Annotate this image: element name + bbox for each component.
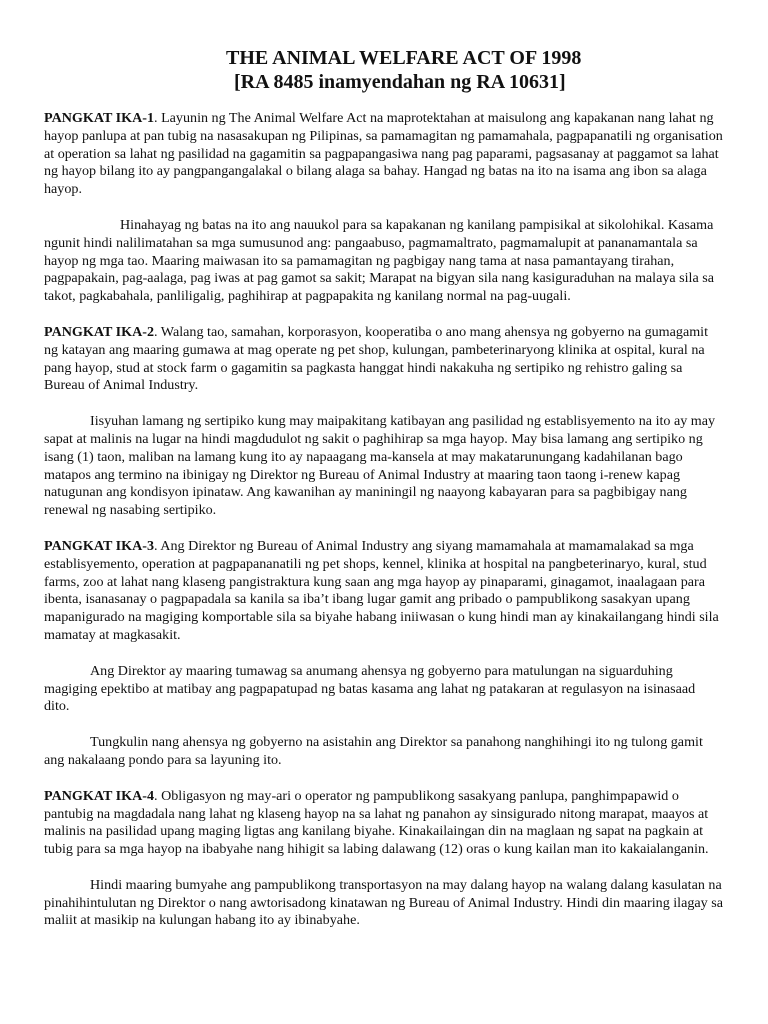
section-1-paragraph-2 bbox=[44, 217, 724, 306]
paragraph-text: Ang Direktor ay maaring tumawag sa anumang ahensya ng gobyerno para matulungan na siguarduhing magiging epektibo at matibay ang pagpapatupad ng batas kasama ang lahat ng patakaran at regulasyon na isinasaad dito. bbox=[44, 662, 696, 715]
section-4-paragraph-2 bbox=[44, 877, 724, 930]
section-3-paragraph-2 bbox=[44, 663, 724, 716]
section-heading: PANGKAT IKA-1 bbox=[44, 110, 155, 126]
paragraph-text: . Obligasyon ng may-ari o operator ng pampublikong sasakyang panlupa, panghimpapawid o pantubig na magdadala nang lahat ng klaseng hayop na sa lahat ng panahon ay sinsigurado nitong marapat, maayos at malinis na pasilidad upang maging ligtas ang kanilang biyahe. Kinakailaingan din na maglaan ng sapat na pagkain at tubig para sa mga hayop na ibabyahe nang hihigit sa labing dalawang (12) oras o kung kailan man ito kakaialanganin. bbox=[44, 787, 709, 858]
document-title bbox=[44, 46, 724, 94]
section-2-paragraph bbox=[44, 324, 724, 395]
section-4-paragraph bbox=[44, 788, 724, 859]
section-heading: PANGKAT IKA-3 bbox=[44, 537, 155, 554]
section-heading: PANGKAT IKA-2 bbox=[44, 323, 155, 340]
section-1-paragraph bbox=[44, 110, 724, 199]
section-3-paragraph bbox=[44, 538, 724, 645]
paragraph-text: Hindi maaring bumyahe ang pampublikong transportasyon na may dalang hayop na walang dalang kasulatan na pinahihintulutan ng Direktor o nang awtorisadong kinatawan ng Bureau of Animal Industry. Hindi din maaring ilagay sa maliit at masikip na kulungan habang ito ay ibinabyahe. bbox=[44, 876, 723, 929]
paragraph-text: Iisyuhan lamang ng sertipiko kung may maipakitang katibayan ang pasilidad ng establisyemento na ito ay may sapat at malinis na lugar na hindi magdudulot ng sakit o paghihirap sa mga hayop. May bisa lamang ang sertipiko ng isang (1) taon, maliban na lamang kung ito ay napaagang ma-kansela at may makatarunungang kadahilanan bago matapos ang termino na ibinigay ng Direktor ng Bureau of Animal Industry at maaring taon taong i-renew kapag natugunan ang kondisyon ipinataw. Ang kawanihan ay maniningil ng naayong kabayaran para sa pagbibigay nang renewal ng nasabing sertipiko. bbox=[44, 413, 716, 519]
title-line-1: THE ANIMAL WELFARE ACT OF 1998 bbox=[226, 47, 582, 69]
paragraph-text: Tungkulin nang ahensya ng gobyerno na asistahin ang Direktor sa panahong nanghihingi ito ng tulong gamit ang nakalaang pondo para sa layuning ito. bbox=[44, 734, 703, 768]
section-3-paragraph-3 bbox=[44, 734, 724, 770]
paragraph-text: . Layunin ng The Animal Welfare Act na maprotektahan at maisulong ang kapakanan nang lahat ng hayop panlupa at pan tubig na nasasakupan ng Pilipinas, sa pamamagitan ng pamamahala, pagpapanatili ng organisation at operation sa lahat ng pasilidad na gagamitin sa pagpapangasiwa nang pag paparami, pagsasanay at paggamot sa lahat ng hayop bilang ito ay pangpangangalakal o bilang alaga sa bahay. Hangad ng batas na ito na isama ang ibon sa alaga hayop. bbox=[44, 110, 723, 198]
paragraph-text: Hinahayag ng batas na ito ang nauukol para sa kapakanan ng kanilang pampisikal at sikolohikal. Kasama ngunit hindi nalilimatahan sa mga sumusunod ang: pangaabuso, pagmamaltrato, pagmamalupit at pananamantala sa hayop ng mga tao. Maaring maiwasan ito sa pamamagitan ng pagbigay nang tama at nasa pamantayang tirahan, pagpapakain, pag-aalaga, pag iwas at pag gamot sa sakit; Marapat na bigyan sila nang kasiguraduhan na malaya sila sa takot, pagkabahala, panliligalig, paghihirap at pagpapakita ng kanilang normal na pag-uugali. bbox=[44, 216, 714, 305]
section-heading: PANGKAT IKA-4 bbox=[44, 787, 155, 804]
paragraph-text: . Ang Direktor ng Bureau of Animal Industry ang siyang mamamahala at mamamalakad sa mga establisyemento, operation at pagpapananatili ng pet shops, kennel, klinika at hospital na pangbeterinaryo, kural, stud farms, zoo at lahat nang klaseng pangistraktura kung saan ang mga hayop ay pinaparami, ginagamot, inaalagaan para ibenta, isanasanay o pagpapadala sa kanila sa iba’t ibang lugar gamit ang pribado o pampublikong sasakyan upang mapanigurado na magiging komportable sila sa biyahe habang iniiwasan o kung hindi man ay kinakailangang hindi sila mamatay at magkasakit. bbox=[44, 537, 719, 643]
section-2-paragraph-2 bbox=[44, 413, 724, 520]
title-line-2: [RA 8485 inamyendahan ng RA 10631] bbox=[234, 71, 566, 93]
paragraph-text: . Walang tao, samahan, korporasyon, kooperatiba o ano mang ahensya ng gobyerno na gumagamit ng katayan ang maaring gumawa at mag operate ng pet shop, kulungan, pambeterinaryong klinika at ospital, kural na pang hayop, stud at stock farm o gagamitin sa pagkasta hanggat hindi nakakuha ng sertipiko ng rehistro galing sa Bureau of Animal Industry. bbox=[44, 323, 708, 394]
